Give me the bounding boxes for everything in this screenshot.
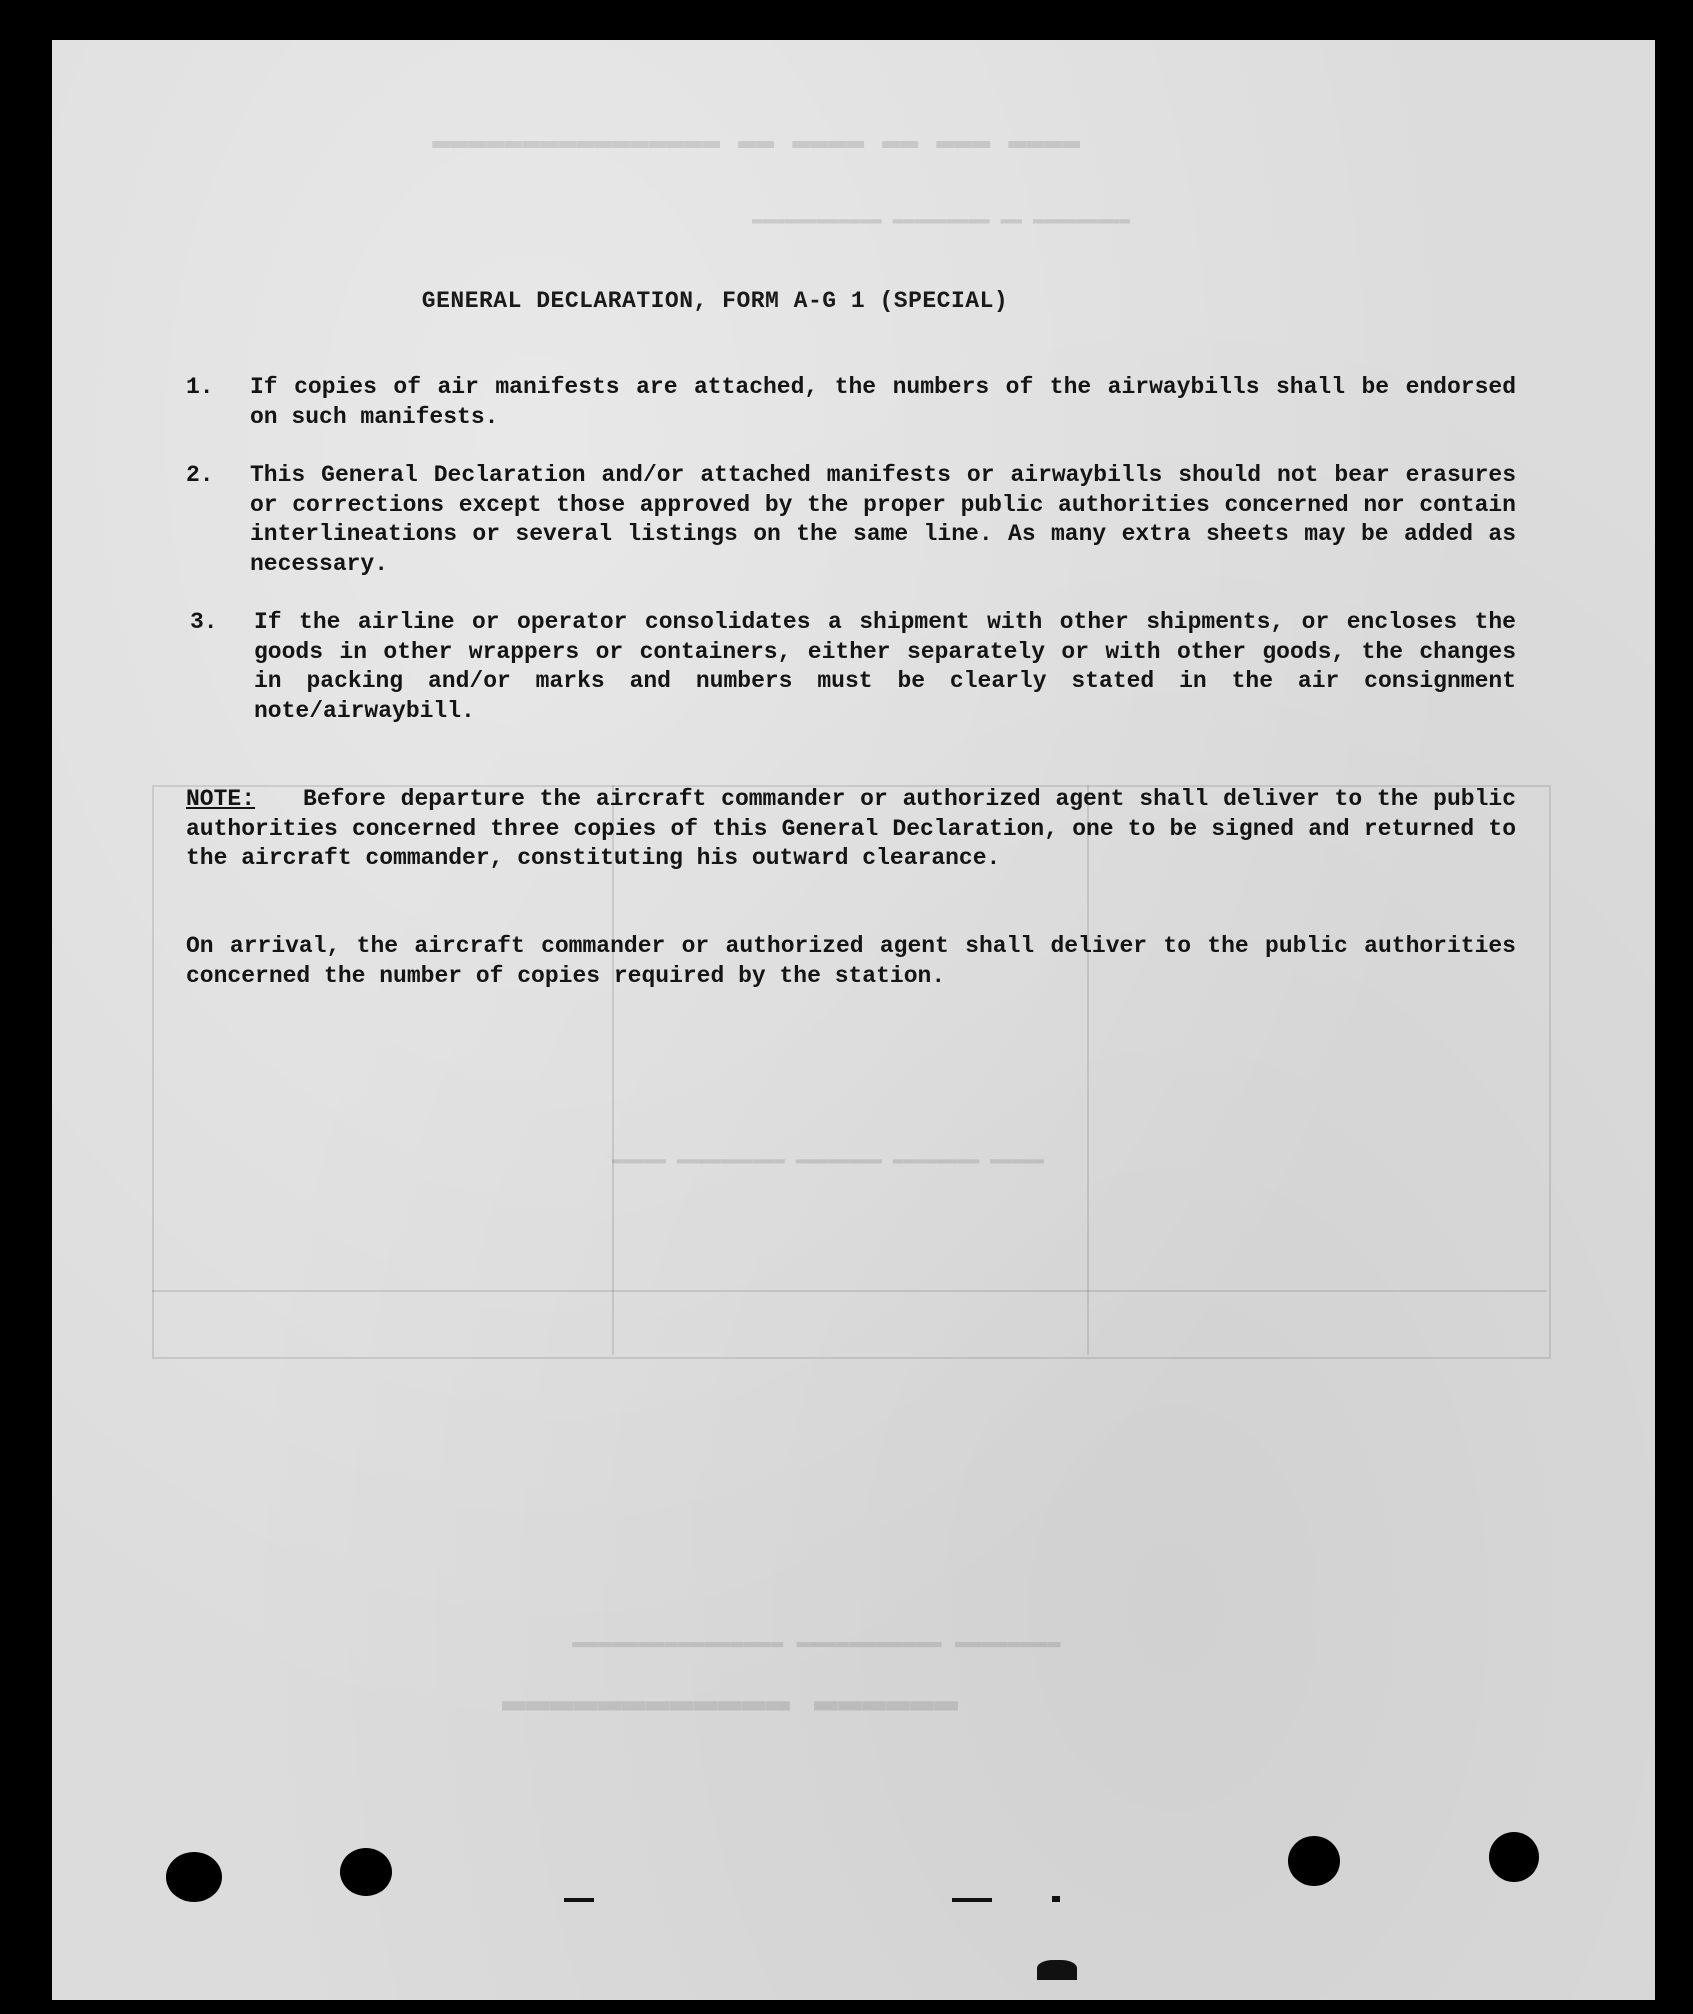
bleed-through-line: ▬▬▬▬▬ ▬▬▬▬▬▬▬▬ ▬▬▬▬▬▬▬▬ ▬▬▬▬▬▬▬▬▬▬ ▬▬▬▬▬ [612,1150,1045,1170]
item-text: If copies of air manifests are attached, the numbers of the airwaybills shall be endorsed on such manifests. [250,374,1516,430]
item-number: 3. [190,609,218,635]
punch-hole [1288,1836,1340,1886]
item-text: This General Declaration and/or attached manifests or airwaybills should not bear erasures or corrections except those approved by the proper public authorities concerned nor contain interlineations or several listings on the same line. As many extra sheets may be added as necessary. [250,462,1516,577]
bleed-through-box [152,1290,1547,1292]
document-title: GENERAL DECLARATION, FORM A-G 1 (SPECIAL) [421,288,1009,314]
scan-speck [1052,1896,1060,1902]
bleed-through-line: ▬▬▬▬▬▬▬▬ ▬▬▬▬▬▬▬▬▬▬▬ ▬▬▬▬▬▬▬▬▬▬▬▬▬▬▬▬ [572,1630,1061,1655]
bleed-through-line: ▬▬▬▬▬▬ ▬▬▬▬▬▬▬▬▬▬▬▬ [502,1680,959,1725]
scan-speck [564,1898,594,1902]
item-number: 1. [186,374,214,400]
document-page [52,40,1655,2000]
punch-hole [340,1848,392,1896]
scan-speck [1037,1960,1077,1980]
note-paragraph [186,785,1516,874]
punch-hole [166,1852,222,1902]
bleed-through-line: ▬▬▬▬ ▬▬▬ ▬▬ ▬▬▬▬ ▬▬ ▬▬▬▬▬▬▬▬▬▬▬▬▬▬▬▬ [432,125,1081,159]
arrival-paragraph: On arrival, the aircraft commander or authorized agent shall deliver to the public authorities concerned the number of copies required by the station. [186,933,1516,989]
punch-hole [1489,1832,1539,1882]
note-label: NOTE: [186,786,256,812]
bleed-through-line: ▬▬▬▬▬▬▬▬▬ ▬▬ ▬▬▬▬▬▬▬▬▬ ▬▬▬▬▬▬▬▬▬▬▬▬ [752,210,1131,230]
item-text: If the airline or operator consolidates a shipment with other shipments, or encloses the goods in other wrappers or containers, either separately or with other goods, the changes in packing and/or marks and numbers must be clearly stated in the air consignment note/airwaybill. [254,609,1516,724]
scan-speck [952,1898,992,1902]
note-text: Before departure the aircraft commander or authorized agent shall deliver to the public authorities concerned three copies of this General Declaration, one to be signed and returned to the aircraft commander, constituting his outward clearance. [186,786,1516,871]
item-number: 2. [186,462,214,488]
